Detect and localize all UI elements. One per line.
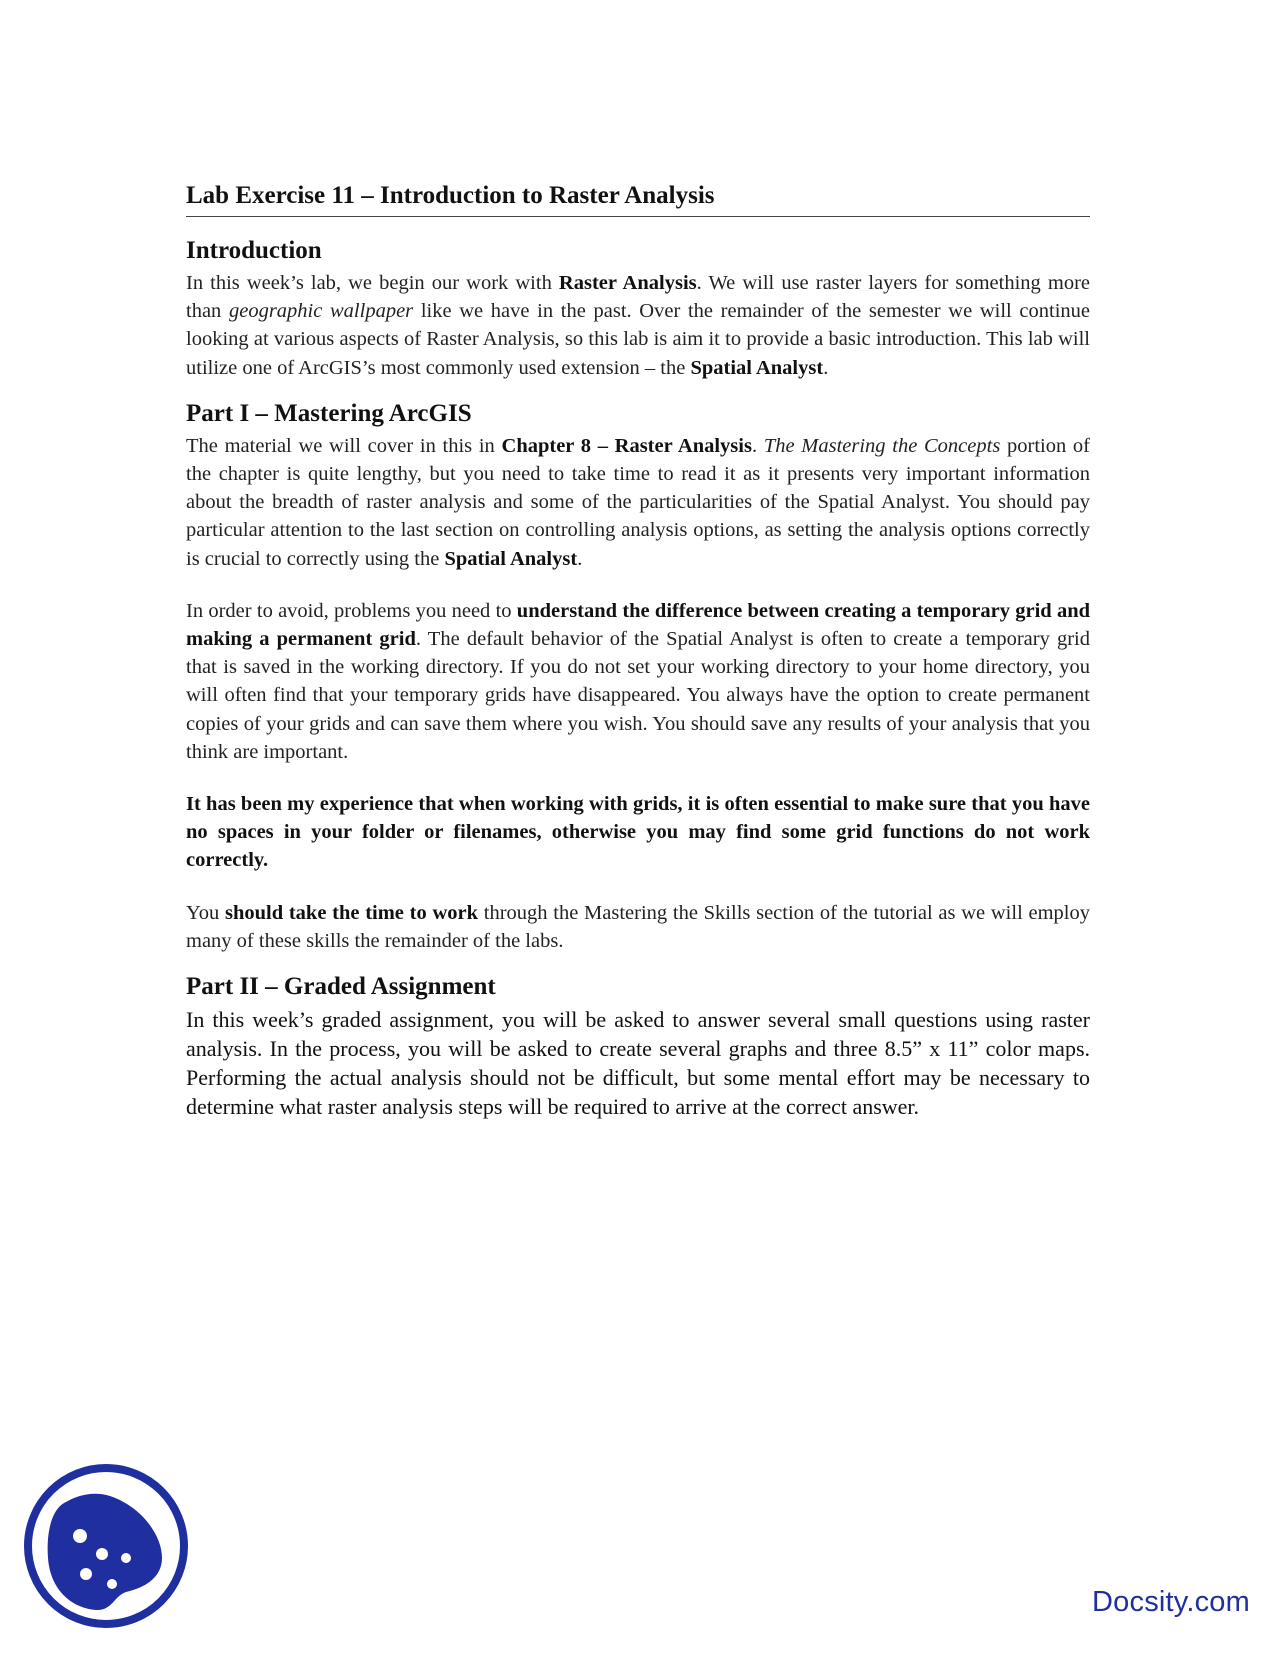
part1-paragraph-1: The material we will cover in this in Chapter 8 – Raster Analysis. The Mastering the Concepts portion of the chapter is quite lengthy, but you need to take time to read it as it presents very important information about the breadth of raster analysis and some of the particularities of the Spatial Analyst. You should pay particular attention to the last section on controlling analysis options, as setting the analysis options correctly is crucial to correctly using the Spatial Analyst. — [186, 434, 1091, 570]
part1-heading: Part I – Mastering ArcGIS — [186, 399, 472, 427]
docsity-logo-icon — [22, 1462, 190, 1630]
introduction-paragraph: In this week’s lab, we begin our work with Raster Analysis. We will use raster layers for something more than geographic wallpaper like we have in the past. Over the remainder of the semester we will continue looking at various aspects of Raster Analysis, so this lab is aim it to provide a basic introduction. This lab will utilize one of ArcGIS’s most commonly used extension – the Spatial Analyst. — [186, 272, 1090, 379]
part2-heading: Part II – Graded Assignment — [186, 973, 496, 1001]
part1-paragraph-2: In order to avoid, problems you need to understand the difference between creating a temporary grid and making a permanent grid. The default behavior of the Spatial Analyst is often to create a temporary grid that is saved in the working directory. If you do not set your working directory to your home directory, you will often find that your temporary grids have disappeared. You always have the option to create permanent copies of your grids and can save them where you wish. You should save any results of your analysis that you think are important. — [186, 599, 1090, 763]
document-page — [186, 182, 1090, 1121]
docsity-brand-text[interactable]: Docsity.com — [1092, 1586, 1250, 1618]
document-title: Lab Exercise 11 – Introduction to Raster Analysis — [186, 182, 1090, 217]
part2-paragraph: In this week’s graded assignment, you will be asked to answer several small questions using raster analysis. In the process, you will be asked to create several graphs and three 8.5” x 11” color maps. Performing the actual analysis should not be difficult, but some mental effort may be necessary to determine what raster analysis steps will be required to arrive at the correct answer. — [186, 1007, 1090, 1120]
part1-paragraph-4: You should take the time to work through the Mastering the Skills section of the tutorial as we will employ many of these skills the remainder of the labs. — [186, 901, 1090, 952]
introduction-heading: Introduction — [186, 237, 322, 264]
part1-warning-paragraph: It has been my experience that when working with grids, it is often essential to make sure that you have no spaces in your folder or filenames, otherwise you may find some grid functions do not work correctly. — [186, 793, 1090, 872]
